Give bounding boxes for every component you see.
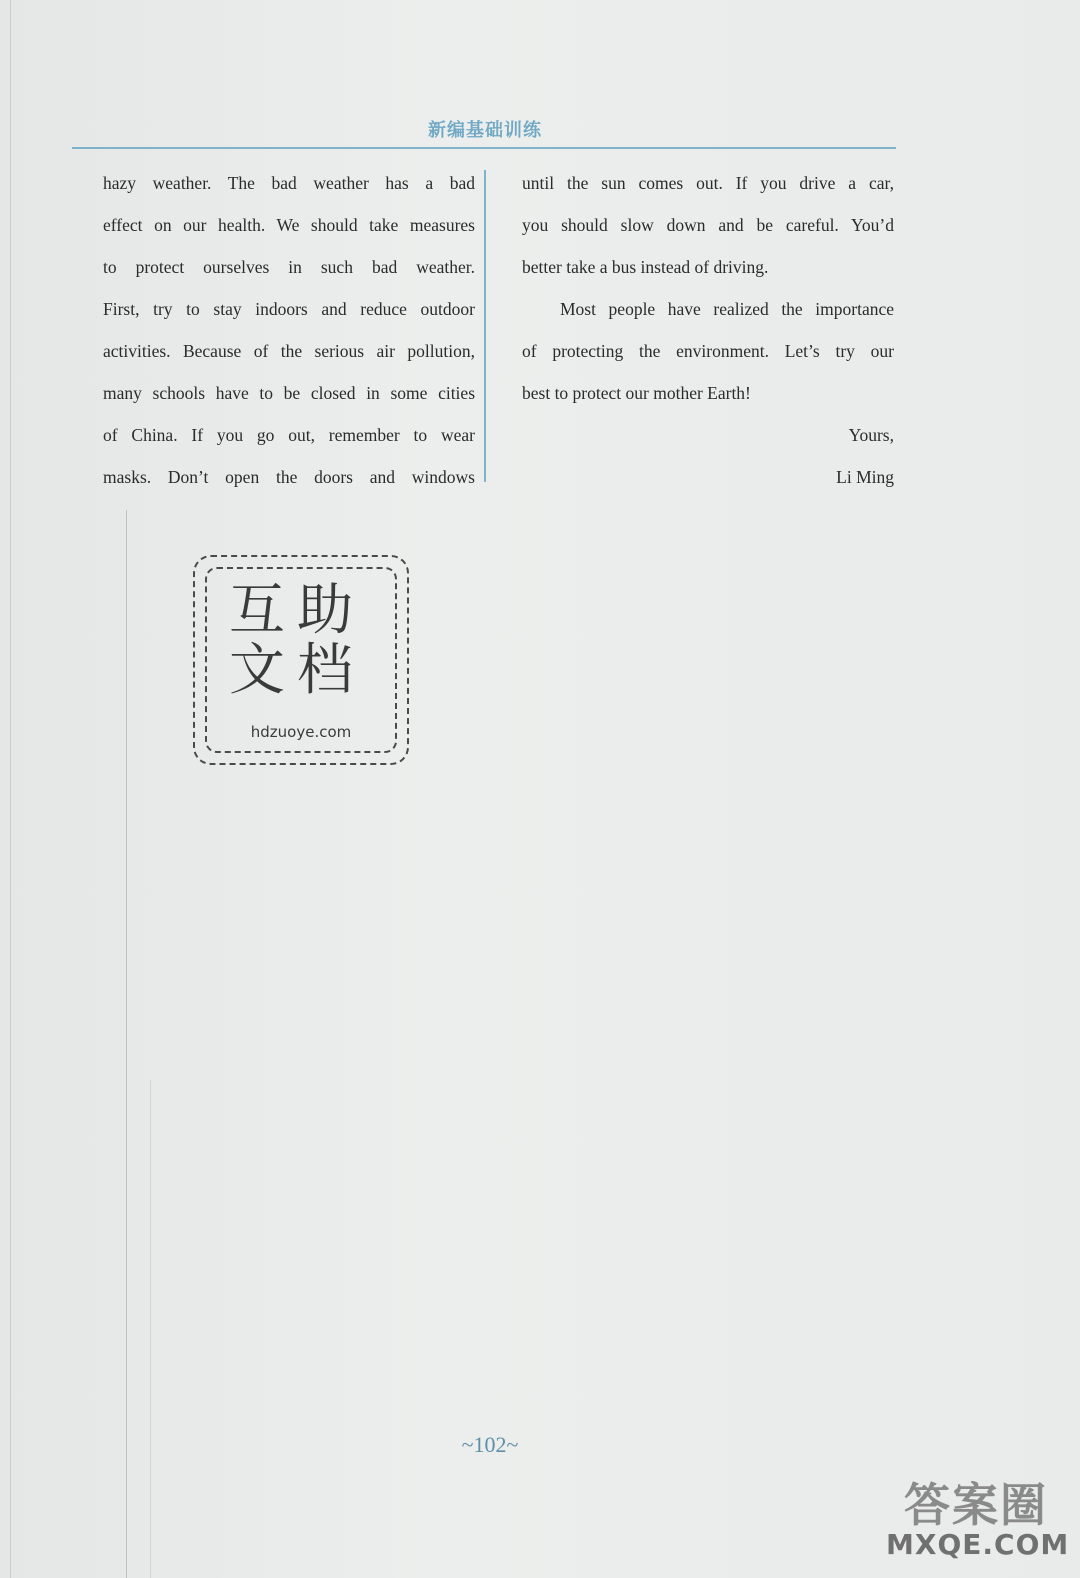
column-divider — [484, 170, 486, 482]
text-line: you should slow down and be careful. You’d — [522, 215, 894, 235]
text-line: masks. Don’t open the doors and windows — [103, 467, 475, 487]
watermark-stamp — [193, 555, 409, 765]
stamp-line: 文档 — [229, 638, 365, 703]
text-line: of protecting the environment. Let’s try our — [522, 341, 894, 361]
letter-closing: Yours, — [848, 425, 894, 445]
stamp-characters — [229, 578, 369, 703]
watermark-logo-domain: MXQE.COM — [886, 1528, 1070, 1561]
binding-margin-line — [150, 1080, 151, 1578]
left-text-column — [103, 162, 475, 498]
text-line: First, try to stay indoors and reduce outdoor — [103, 299, 475, 319]
binding-margin-line — [10, 0, 11, 1578]
stamp-line: 互助 — [229, 578, 365, 643]
right-text-column — [522, 162, 894, 498]
header-rule — [72, 147, 896, 149]
text-line: of China. If you go out, remember to wear — [103, 425, 475, 445]
text-line: best to protect our mother Earth! — [522, 383, 751, 403]
watermark-logo-text: 答案圈 — [904, 1478, 1048, 1532]
binding-margin-line — [126, 510, 127, 1578]
stamp-url: hdzuoye.com — [250, 723, 352, 741]
text-line: effect on our health. We should take measures — [103, 215, 475, 235]
text-line: activities. Because of the serious air pollution, — [103, 341, 475, 361]
text-line: to protect ourselves in such bad weather. — [103, 257, 475, 277]
page-number: ~102~ — [461, 1432, 519, 1457]
text-line: hazy weather. The bad weather has a bad — [103, 173, 475, 193]
text-line: Most people have realized the importance — [560, 299, 894, 319]
running-header-title: 新编基础训练 — [428, 120, 542, 141]
corner-watermark-logo — [886, 1478, 1070, 1561]
text-line: better take a bus instead of driving. — [522, 257, 769, 277]
text-line: many schools have to be closed in some cities — [103, 383, 475, 403]
text-line: until the sun comes out. If you drive a car, — [522, 173, 894, 193]
letter-signature: Li Ming — [836, 467, 894, 487]
